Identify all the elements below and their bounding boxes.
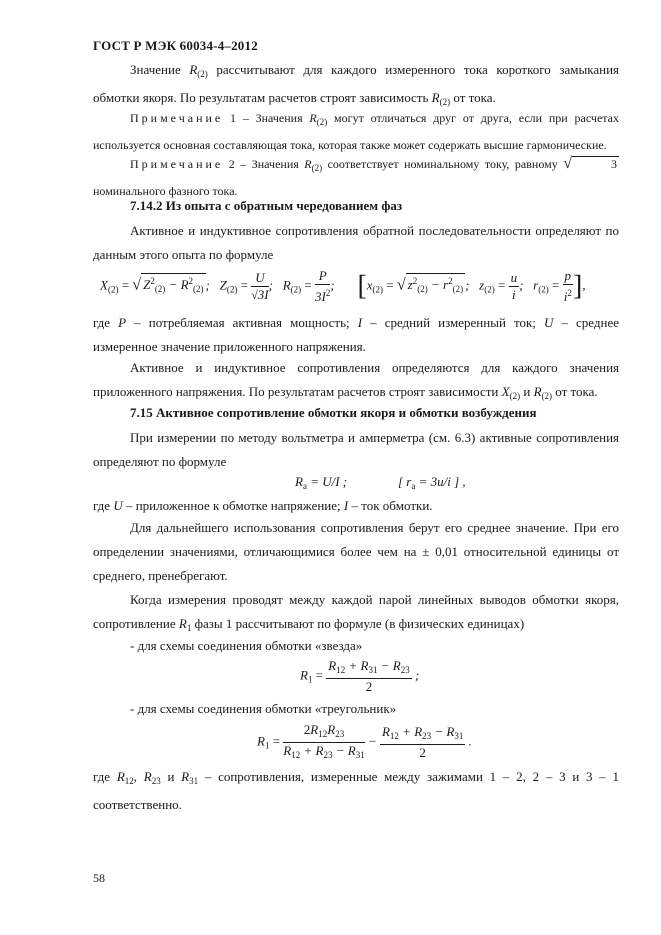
text: номинального фазного тока.: [93, 184, 238, 198]
paragraph-6: [93, 494, 619, 518]
symbol: R: [295, 474, 303, 489]
paragraph-1: Значение $R_{(2)}$ рассчитывают для каждого измеренного тока короткого замыкания обмотки якоря. По результатам расчетов строят зависимость $R_{(2)}$ от тока.: [93, 62, 620, 107]
section-heading: 7.15 Активное сопротивление обмотки якоря и обмотки возбуждения: [130, 405, 537, 420]
symbol: U: [544, 315, 554, 330]
symbol: I: [343, 498, 349, 513]
text: Для дальнейшего использования сопротивления берут его среднее значение. При его определении значениями, отличающимися более чем на ± 0,01 относительной единицы от среднего, пренебрегают.: [93, 520, 619, 583]
text: 1 – Значения: [223, 111, 310, 125]
paragraph-2: [93, 219, 619, 267]
text: где: [93, 498, 114, 513]
subscript: a: [302, 481, 307, 491]
text: – ток обмотки.: [348, 498, 433, 513]
text: – средний измеренный ток;: [362, 315, 544, 330]
text: – сопротивления, измеренные между зажимами 1 – 2, 2 – 3 и 3 – 1 соответственно.: [93, 769, 619, 812]
text: от тока.: [552, 384, 598, 399]
symbol: P: [118, 315, 127, 330]
document-header: ГОСТ Р МЭК 60034-4–2012: [93, 38, 258, 53]
formula-resistance: [295, 474, 347, 491]
text: могут отличаться друг от друга, если при расчетах используется основная составляющая тока, которая также может содержать высшие гармонические.: [93, 111, 619, 152]
subscript: a: [411, 481, 416, 491]
text: где: [93, 769, 117, 784]
formula-text: = 3u/i ] ,: [415, 474, 466, 489]
paragraph-7: [93, 516, 619, 588]
text: - для схемы соединения обмотки «звезда»: [130, 638, 363, 653]
paragraph-3: [93, 311, 619, 359]
page-number: 58: [93, 871, 105, 885]
text: – среднее измеренное значение приложенного напряжения.: [93, 315, 620, 354]
text: ,: [133, 769, 144, 784]
note-label: Примечание: [130, 111, 224, 125]
text: - для схемы соединения обмотки «треугольник»: [130, 701, 397, 716]
paragraph-8: Когда измерения проводят между каждой парой линейных выводов обмотки якоря, сопротивление $R_1$ фазы 1 рассчитывают по формуле (в физических единицах): [93, 592, 619, 633]
symbol: [ r: [398, 474, 412, 489]
note-1: Примечание 1 – Значения $R_{(2)}$ могут отличаться друг от друга, если при расчетах используется основная составляющая тока, которая также может содержать высшие гармонические.: [93, 111, 619, 152]
text: – потребляемая активная мощность;: [126, 315, 358, 330]
text: от тока.: [450, 90, 496, 105]
paragraph-9: где $R_{12}$, $R_{23}$ и $R_{31}$ – сопротивления, измеренные между зажимами 1 – 2, 2 – 3 и 3 – 1 соответственно.: [93, 769, 619, 812]
formula-delta: $R_1$ = $\frac{2R_{12}R_{23}}{R_{12} + R_{23} - R_{31}}$ − $\frac{R_{12} + R_{23} - R_{31}}{2}$ .: [257, 722, 472, 760]
text: Когда измерения проводят между каждой парой линейных выводов обмотки якоря, сопротивление: [93, 592, 619, 631]
symbol: U: [113, 498, 123, 513]
text: 2 – Значения: [223, 157, 305, 171]
text: соответствует номинальному току, равному: [322, 157, 564, 171]
paragraph-4: Активное и индуктивное сопротивления определяются для каждого значения приложенного напряжения. По результатам расчетов строят зависимости $X_{(2)}$ и $R_{(2)}$ от тока.: [93, 360, 619, 401]
delta-connection-label: [93, 697, 619, 721]
symbol: I: [357, 315, 363, 330]
text: При измерении по методу вольтметра и амперметра (см. 6.3) активные сопротивления определяют по формуле: [93, 430, 619, 469]
text: Значение: [130, 62, 190, 77]
text: где: [93, 315, 119, 330]
text: – приложенное к обмотке напряжение;: [122, 498, 344, 513]
text: и: [520, 384, 534, 399]
formula-text: = U/I ;: [306, 474, 348, 489]
formula-resistance-relative: [398, 474, 466, 491]
text: и: [160, 769, 182, 784]
star-connection-label: [93, 634, 619, 658]
formula-negative-sequence: $X_{(2)}$ = √ $Z^2_{(2)} - R^2_{(2)}$ ; $Z_{(2)}$ = $\frac{U}{√3I}$ ; $R_{(2)}$ = $\frac{P}{3I^2}$ ; [$x_{(2)}$ = √ $z^2_{(2)} - r^2_{(2)}$ ; $z_{(2)}$ = $\frac{u}{i}$ ; $r_{(2)}$ = $\frac{p}{i^2}$ ],: [100, 268, 586, 304]
text: Активное и индуктивное сопротивления обратной последовательности определяют по данным этого опыта по формуле: [93, 223, 619, 262]
paragraph-5: [93, 426, 619, 474]
formula-star: $R_1$ = $\frac{R_{12} + R_{31} - R_{23}}{2}$ ;: [300, 658, 420, 694]
note-label: Примечание: [130, 157, 224, 171]
text: рассчитывают для каждого измеренного тока короткого замыкания обмотки якоря. По результатам расчетов строят зависимость: [93, 62, 620, 105]
note-2: Примечание 2 – Значения $R_{(2)}$ соответствует номинальному току, равному √ 3 номинального фазного тока.: [93, 155, 617, 198]
section-heading: 7.14.2 Из опыта с обратным чередованием фаз: [130, 198, 403, 213]
text: фазы 1 рассчитывают по формуле (в физических единицах): [191, 616, 525, 631]
text: Активное и индуктивное сопротивления определяются для каждого значения приложенного напряжения. По результатам расчетов строят зависимости: [93, 360, 619, 399]
